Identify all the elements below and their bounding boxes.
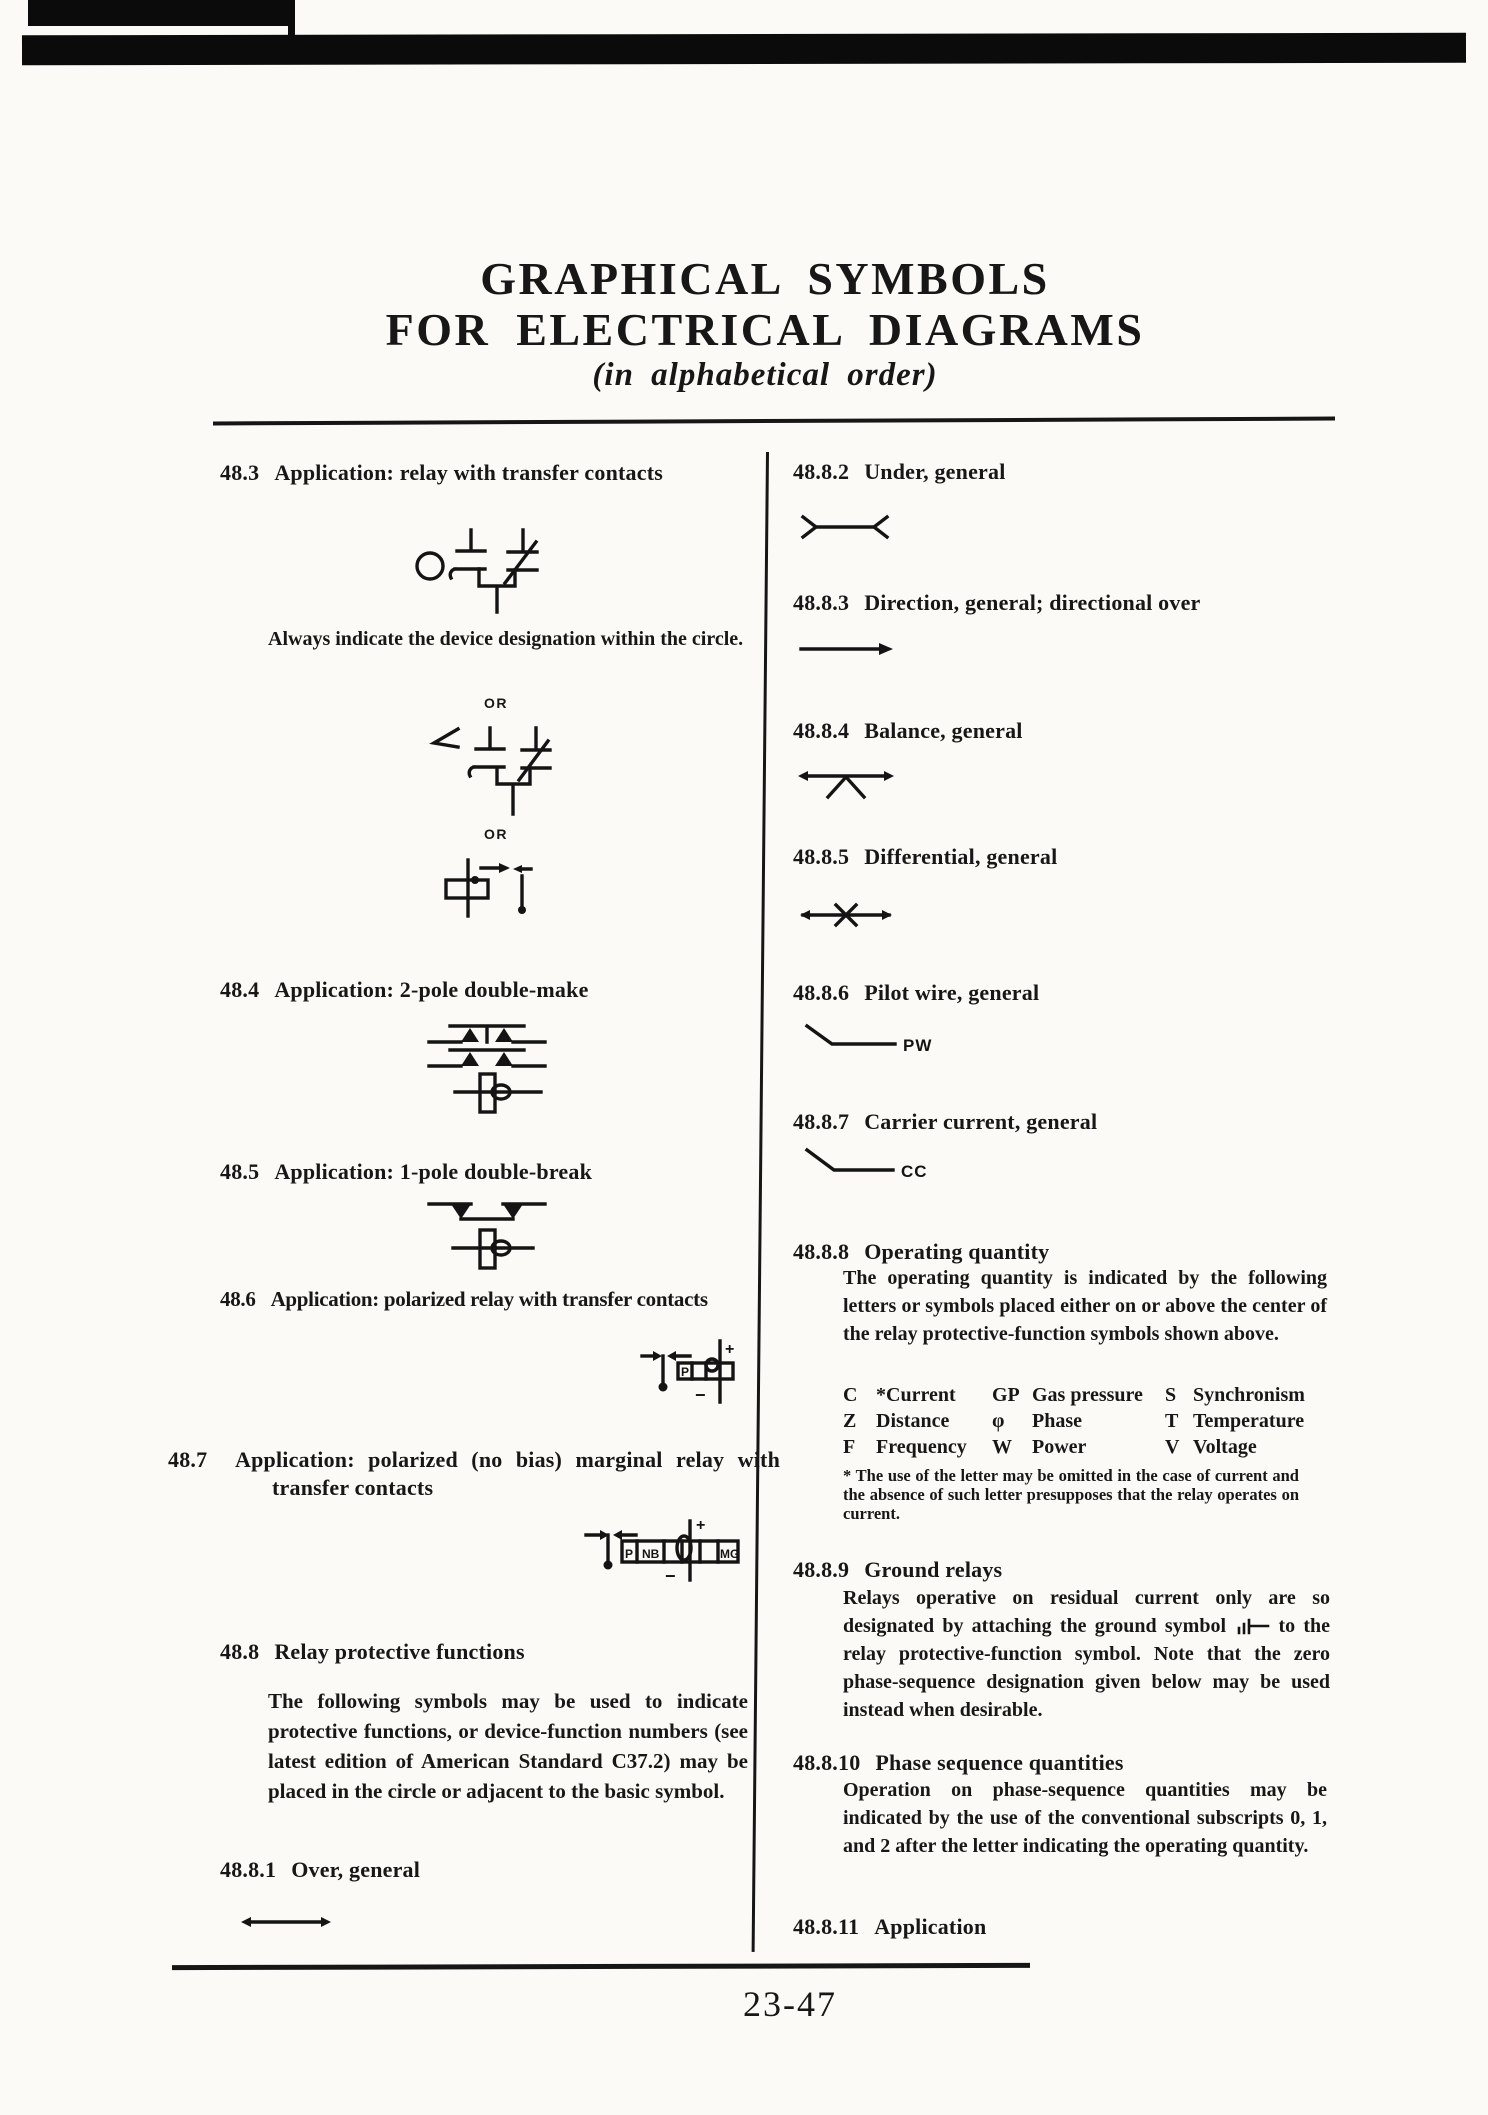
title-rule (213, 417, 1335, 426)
section-48-8-9-heading (793, 1556, 1002, 1584)
section-48-8-10-heading (793, 1749, 1124, 1777)
column-divider (752, 452, 769, 1952)
table-cell: T (1165, 1410, 1179, 1432)
ground-relays-text-after: to the relay protective-function symbol. Note that the zero phase-sequence designation given below may be used instead when desirable. (843, 1615, 1330, 1721)
section-48-8-8-body: The operating quantity is indicated by the following letters or symbols placed either on or above the center of the relay protective-function symbols shown above. (843, 1267, 1327, 1345)
minus-sign: − (665, 1566, 676, 1586)
section-48-7-heading: 48.7 Application: polarized (no bias) marginal relay with transfer contacts (168, 1447, 780, 1500)
over-general-symbol (238, 1910, 334, 1934)
table-cell: W (992, 1436, 1012, 1458)
section-title: Application: relay with transfer contacts (274, 460, 663, 485)
section-48-8-8-heading (793, 1238, 1049, 1266)
direction-general-symbol (797, 638, 897, 660)
section-number: 48.3 (220, 460, 260, 485)
section-48-8-1-heading (220, 1856, 420, 1884)
section-title: Balance, general (864, 718, 1023, 743)
under-general-symbol (797, 512, 893, 542)
section-48-8-4-heading (793, 717, 1023, 745)
coil-label-p: P (681, 1365, 690, 1379)
section-title: Over, general (291, 1857, 421, 1882)
table-cell: Power (1032, 1436, 1087, 1458)
section-number: 48.8 (220, 1639, 260, 1664)
section-48-8-7-heading (793, 1108, 1097, 1136)
section-48-8-6-heading (793, 979, 1039, 1007)
table-cell: Frequency (876, 1436, 967, 1458)
polarized-relay-transfer-contacts-symbol (612, 1334, 752, 1408)
section-48-8-11-heading (793, 1913, 986, 1941)
section-number: 48.8.9 (793, 1557, 850, 1582)
scan-artifact-bar (288, 0, 295, 38)
page-subtitle: (in alphabetical order) (592, 357, 938, 393)
table-cell: V (1165, 1436, 1180, 1458)
section-48-8-3-heading (793, 589, 1201, 617)
differential-general-symbol (795, 900, 897, 930)
section-title: Application: polarized relay with transfer contacts (270, 1287, 708, 1311)
section-title: Application: 2-pole double-make (274, 977, 589, 1002)
section-number: 48.8.3 (793, 590, 850, 615)
section-48-8-10-body: Operation on phase-sequence quantities may be indicated by the use of the conventional subscripts 0, 1, and 2 after the letter indicating the operating quantity. (843, 1779, 1327, 1857)
footer-rule (172, 1963, 1030, 1970)
relay-transfer-contacts-circle-symbol (415, 522, 565, 617)
section-number: 48.8.10 (793, 1750, 861, 1775)
section-title: Application: 1-pole double-break (274, 1159, 593, 1184)
scan-artifact-bar (28, 0, 293, 26)
table-cell: Z (843, 1410, 857, 1432)
marginal-relay-transfer-contacts-symbol (580, 1508, 770, 1590)
table-cell: Gas pressure (1032, 1384, 1143, 1406)
page-number: 23-47 (743, 1984, 837, 2024)
note-device-designation: Always indicate the device designation within the circle. (268, 628, 744, 650)
coil-label-p: P (625, 1547, 634, 1561)
section-title: Application: polarized (no bias) marginal relay with transfer contacts (235, 1447, 780, 1500)
section-number: 48.4 (220, 977, 260, 1002)
section-number: 48.8.6 (793, 980, 850, 1005)
table-row (843, 1408, 1327, 1434)
table-row (843, 1382, 1327, 1408)
section-48-8-5-heading (793, 843, 1057, 871)
relay-transfer-contacts-z-symbol (424, 716, 552, 818)
relay-coil-contact-symbol (427, 856, 537, 920)
table-cell: Voltage (1193, 1436, 1257, 1458)
table-cell: *Current (876, 1384, 956, 1406)
section-number: 48.5 (220, 1159, 260, 1184)
pilot-wire-symbol (803, 1022, 953, 1056)
carrier-current-symbol (803, 1144, 953, 1182)
table-cell: Synchronism (1193, 1384, 1305, 1406)
section-48-8-heading (220, 1638, 525, 1666)
or-label: OR (484, 826, 508, 842)
table-footnote: * The use of the letter may be omitted in the case of current and the absence of such letter presupposes that the relay operates on current. (843, 1466, 1299, 1523)
section-title: Differential, general (864, 844, 1058, 869)
section-48-3-heading (220, 459, 663, 487)
ground-symbol-icon (1234, 1618, 1270, 1634)
section-number: 48.8.5 (793, 844, 850, 869)
carrier-current-label: CC (901, 1162, 928, 1181)
table-cell: Temperature (1193, 1410, 1305, 1432)
table-row (843, 1434, 1327, 1460)
section-title: Direction, general; directional over (864, 590, 1201, 615)
section-number: 48.6 (220, 1287, 256, 1311)
section-title: Pilot wire, general (864, 980, 1040, 1005)
table-cell: GP (992, 1384, 1020, 1406)
scan-artifact-bar (22, 33, 1466, 66)
one-pole-double-break-symbol (427, 1198, 547, 1274)
table-cell: Distance (876, 1410, 950, 1432)
balance-general-symbol (795, 766, 897, 802)
table-cell: F (843, 1436, 856, 1458)
page-title-line2: FOR ELECTRICAL DIAGRAMS (385, 304, 1145, 355)
pilot-wire-label: PW (903, 1036, 933, 1055)
table-cell: C (843, 1384, 858, 1406)
section-title: Application (874, 1914, 987, 1939)
plus-sign: + (696, 1517, 706, 1534)
section-48-6-heading (220, 1286, 708, 1312)
or-label: OR (484, 695, 508, 711)
minus-sign: − (695, 1385, 706, 1405)
coil-label-nb: NB (642, 1547, 660, 1561)
table-cell: φ (992, 1410, 1005, 1432)
section-number: 48.8.4 (793, 718, 850, 743)
section-title: Ground relays (864, 1557, 1003, 1582)
section-title: Relay protective functions (274, 1639, 525, 1664)
section-title: Operating quantity (864, 1239, 1050, 1264)
table-cell: Phase (1032, 1410, 1082, 1432)
ground-relays-text-before: Relays operative on residual current only are so designated by attaching the ground symbol (843, 1587, 1330, 1637)
plus-sign: + (725, 1341, 735, 1358)
table-cell: S (1165, 1384, 1177, 1406)
two-pole-double-make-symbol (427, 1020, 547, 1117)
section-48-8-body: The following symbols may be used to indicate protective functions, or device-function numbers (see latest edition of American Standard C37.2) may be placed in the circle or adjacent to the basic symbol. (268, 1689, 748, 1803)
operating-quantity-table (843, 1382, 1327, 1460)
section-number: 48.8.2 (793, 459, 850, 484)
section-48-8-9-body (843, 1584, 1330, 1724)
section-number: 48.8.1 (220, 1857, 277, 1882)
section-48-4-heading (220, 976, 589, 1004)
section-48-5-heading (220, 1158, 592, 1186)
section-title: Phase sequence quantities (875, 1750, 1124, 1775)
section-number: 48.8.7 (793, 1109, 850, 1134)
section-title: Carrier current, general (864, 1109, 1098, 1134)
section-48-8-2-heading (793, 458, 1006, 486)
section-title: Under, general (864, 459, 1006, 484)
page-title-line1: GRAPHICAL SYMBOLS (480, 253, 1050, 304)
section-number: 48.8.11 (793, 1914, 860, 1939)
section-number: 48.8.8 (793, 1239, 850, 1264)
coil-label-mg: MG (720, 1547, 740, 1561)
